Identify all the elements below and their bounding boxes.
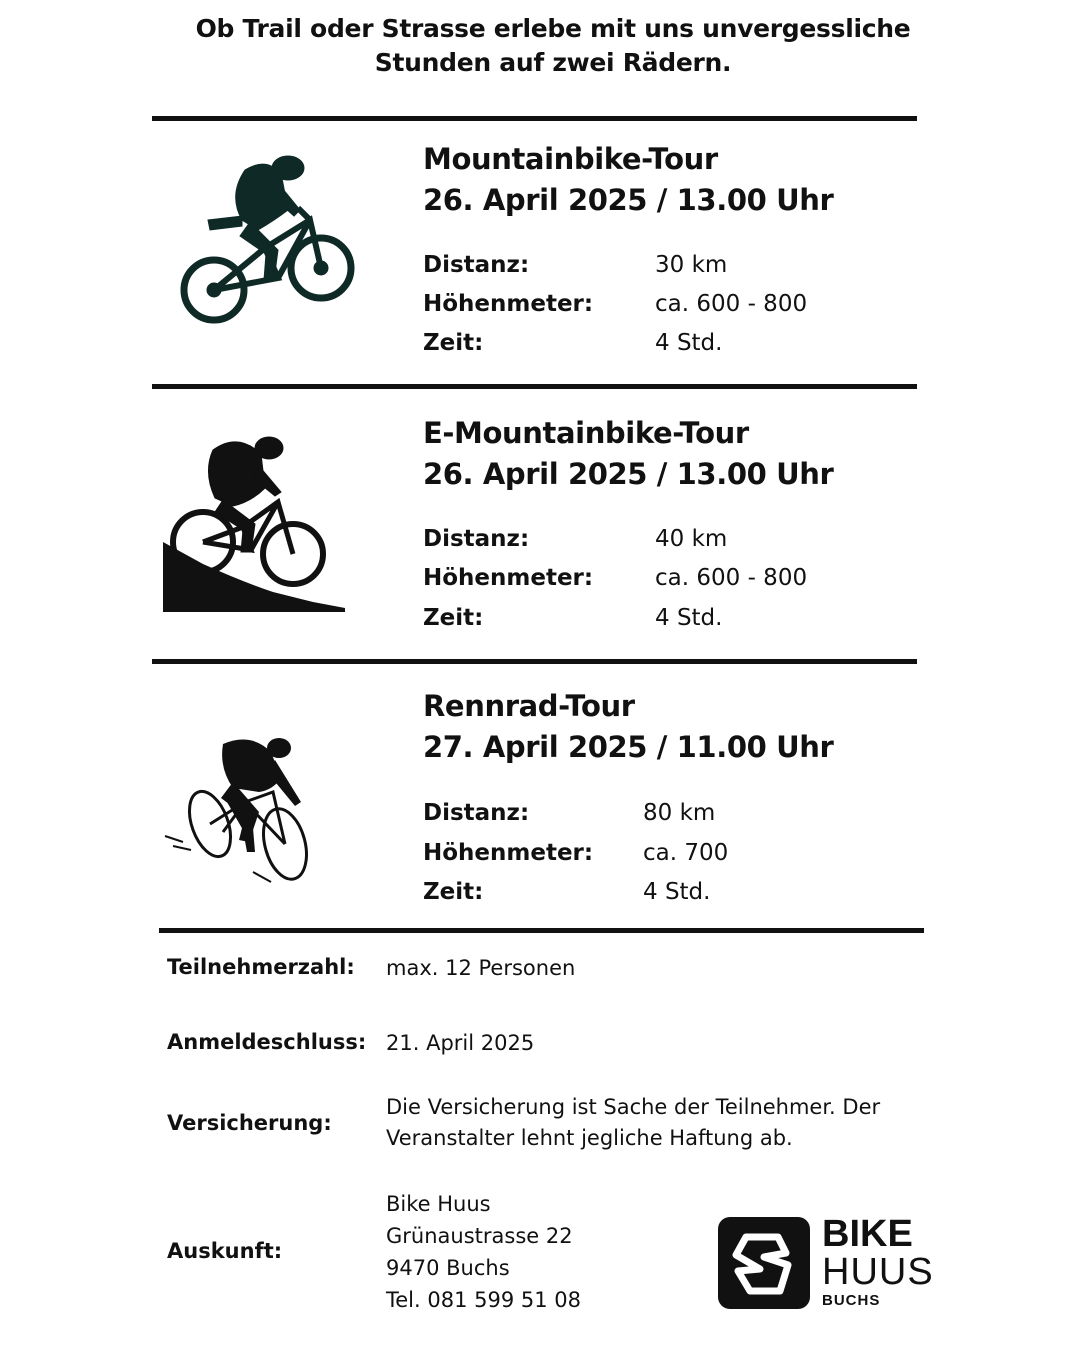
tour-name: Mountainbike-Tour [423,142,718,176]
intro-line-1: Ob Trail oder Strasse erlebe mit uns unvergessliche [195,14,911,43]
tour-name: Rennrad-Tour [423,689,635,723]
stat-label: Distanz: [423,252,530,278]
stat-value: 4 Std. [655,330,723,356]
insurance-line: Veranstalter lehnt jegliche Haftung ab. [386,1126,793,1150]
stat-label: Distanz: [423,800,530,826]
tour-title [423,686,833,768]
contact-street: Grünaustrasse 22 [386,1224,573,1248]
tour-date: 27. April 2025 / 11.00 Uhr [423,730,834,764]
stat-label: Zeit: [423,605,484,631]
participants-label: Teilnehmerzahl: [167,955,355,979]
stat-value: ca. 600 - 800 [655,565,808,591]
tour-title [423,139,833,221]
intro-line-2: Stunden auf zwei Rädern. [374,48,732,77]
insurance-label: Versicherung: [167,1111,332,1135]
insurance-line: Die Versicherung ist Sache der Teilnehmer. Der [386,1095,881,1119]
deadline-text: 21. April 2025 [386,1031,535,1055]
tour-date: 26. April 2025 / 13.00 Uhr [423,183,834,217]
stat-value: ca. 600 - 800 [655,291,808,317]
tour-date: 26. April 2025 / 13.00 Uhr [423,457,834,491]
stat-label: Höhenmeter: [423,840,594,866]
divider [152,116,917,121]
contact-label: Auskunft: [167,1239,283,1263]
tour-title [423,413,833,495]
logo-word-huus: HUUS [822,1251,934,1293]
stat-label: Höhenmeter: [423,291,594,317]
contact-phone: Tel. 081 599 51 08 [386,1288,581,1312]
logo-word-bike: BIKE [822,1213,913,1255]
road-bike-rider-icon [163,732,313,887]
divider [152,384,917,389]
contact-address [386,1188,581,1316]
stat-label: Zeit: [423,879,484,905]
stat-value: 80 km [643,800,716,826]
stat-label: Zeit: [423,330,484,356]
participants-text: max. 12 Personen [386,956,576,980]
bike-huus-logo [716,1215,946,1311]
stat-value: 4 Std. [655,605,723,631]
deadline-label: Anmeldeschluss: [167,1030,367,1054]
e-mountainbike-rider-icon [163,432,348,614]
contact-name: Bike Huus [386,1192,491,1216]
participants-value [386,952,575,984]
stat-value: 4 Std. [643,879,711,905]
tour-name: E-Mountainbike-Tour [423,416,749,450]
mountainbike-rider-icon [170,150,370,330]
stat-value: 30 km [655,252,728,278]
stat-label: Höhenmeter: [423,565,594,591]
contact-city: 9470 Buchs [386,1256,510,1280]
divider [152,659,917,664]
divider [159,928,924,933]
intro-text [0,12,1080,80]
bike-huus-logo-icon [716,1215,812,1311]
deadline-value [386,1027,534,1059]
stat-value: ca. 700 [643,840,729,866]
logo-word-buchs: BUCHS [822,1292,881,1309]
insurance-value [386,1092,880,1154]
stat-label: Distanz: [423,526,530,552]
stat-value: 40 km [655,526,728,552]
